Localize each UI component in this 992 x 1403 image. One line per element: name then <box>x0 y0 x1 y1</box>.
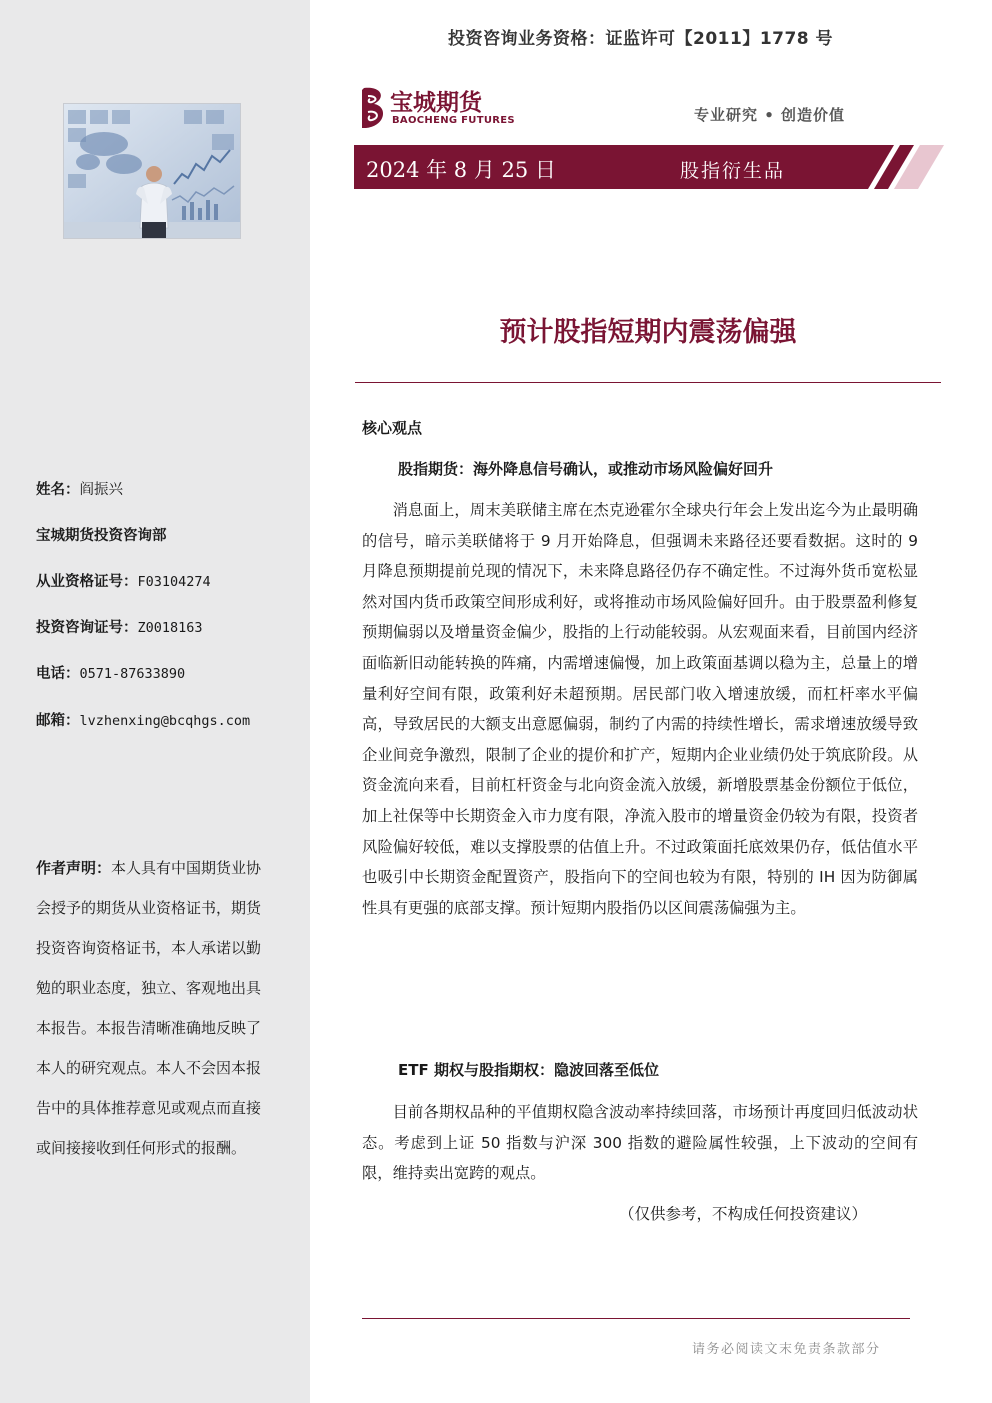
license-line: 投资咨询业务资格：证监许可【2011】1778 号 <box>448 29 834 49</box>
slogan: 专业研究 • 创造价值 <box>694 106 846 124</box>
phone <box>36 662 185 683</box>
declaration-label: 作者声明： <box>36 859 112 877</box>
logo-text-en: BAOCHENG FUTURES <box>392 115 515 126</box>
name-value: 阎振兴 <box>79 482 123 498</box>
email-label: 邮箱： <box>36 713 80 729</box>
baocheng-logo-icon <box>356 84 390 132</box>
footer-divider <box>362 1318 910 1319</box>
paragraph-index-futures: 消息面上，周末美联储主席在杰克逊霍尔全球央行年会上发出迄今为止最明确的信号，暗示美联储将于 9 月开始降息，但强调未来路径还要看数据。这时的 9 月降息预期提前兑现的情况下，未来降息路径仍存不确定性。不过海外货币宽松显然对国内货币政策空间形成利好，或将推动市场风险偏好回升。由于股票盈利修复预期偏弱以及增量资金偏少，股指的上行动能较弱。从宏观面来看，目前国内经济面临新旧动能转换的阵痛，内需增速偏慢，加上政策面基调以稳为主，总量上的增量利好空间有限，政策利好未超预期。居民部门收入增速放缓，而杠杆率水平偏高，导致居民的大额支出意愿偏弱，制约了内需的持续性增长，需求增速放缓导致企业间竞争激烈，限制了企业的提价和扩产，短期内企业业绩仍处于筑底阶段。从资金流向来看，目前杠杆资金与北向资金流入放缓，新增股票基金份额位于低位，加上社保等中长期资金入市力度有限，净流入股市的增量资金仍较为有限，投资者风险偏好较低，难以支撑股票的估值上升。不过政策面托底效果仍存，低估值水平也吸引中长期资金配置资产，股指向下的空间也较为有限，特别的 IH 因为防御属性具有更强的底部支撑。预计短期内股指仍以区间震荡偏强为主。 <box>362 501 918 917</box>
email <box>36 709 250 730</box>
title-divider <box>355 382 941 383</box>
department-label: 宝城期货投资咨询部 <box>36 528 167 544</box>
disclaimer: （仅供参考，不构成任何投资建议） <box>619 1205 868 1223</box>
qual-value: F03104274 <box>137 574 211 590</box>
sidebar <box>0 0 310 1403</box>
report-title: 预计股指短期内震荡偏强 <box>499 317 797 348</box>
report-category: 股指衍生品 <box>680 160 786 182</box>
subheading-options: ETF 期权与股指期权：隐波回落至低位 <box>398 1061 659 1079</box>
section-heading: 核心观点 <box>362 419 423 437</box>
department <box>36 524 167 545</box>
company-logo <box>356 84 526 132</box>
subheading-index-futures: 股指期货：海外降息信号确认，或推动市场风险偏好回升 <box>398 460 774 478</box>
logo-text-cn: 宝城期货 <box>390 89 482 116</box>
consult-value: Z0018163 <box>137 620 203 636</box>
report-date: 2024 年 8 月 25 日 <box>366 158 556 182</box>
email-value[interactable]: lvzhenxing@bcqhgs.com <box>79 713 251 729</box>
phone-value: 0571-87633890 <box>79 666 186 682</box>
name-label: 姓名： <box>36 482 80 498</box>
qual-label: 从业资格证号： <box>36 574 138 590</box>
qualification-number <box>36 570 211 591</box>
consult-label: 投资咨询证号： <box>36 620 138 636</box>
phone-label: 电话： <box>36 666 80 682</box>
author-declaration <box>36 848 268 1168</box>
declaration-text: 本人具有中国期货业协会授予的期货从业资格证书，期货投资咨询资格证书，本人承诺以勤勉的职业态度，独立、客观地出具本报告。本报告清晰准确地反映了本人的研究观点。本人不会因本报告中的具体推荐意见或观点而直接或间接接收到任何形式的报酬。 <box>36 859 262 1157</box>
date-category-banner <box>354 145 944 189</box>
cover-image <box>63 103 241 239</box>
footer-note: 请务必阅读文末免责条款部分 <box>692 1342 881 1357</box>
consult-number <box>36 616 203 637</box>
author-name <box>36 478 123 499</box>
analyst-illustration <box>64 104 240 238</box>
paragraph-options: 目前各期权品种的平值期权隐含波动率持续回落，市场预计再度回归低波动状态。考虑到上证 50 指数与沪深 300 指数的避险属性较强，上下波动的空间有限，维持卖出宽跨的观点。 <box>362 1103 918 1183</box>
